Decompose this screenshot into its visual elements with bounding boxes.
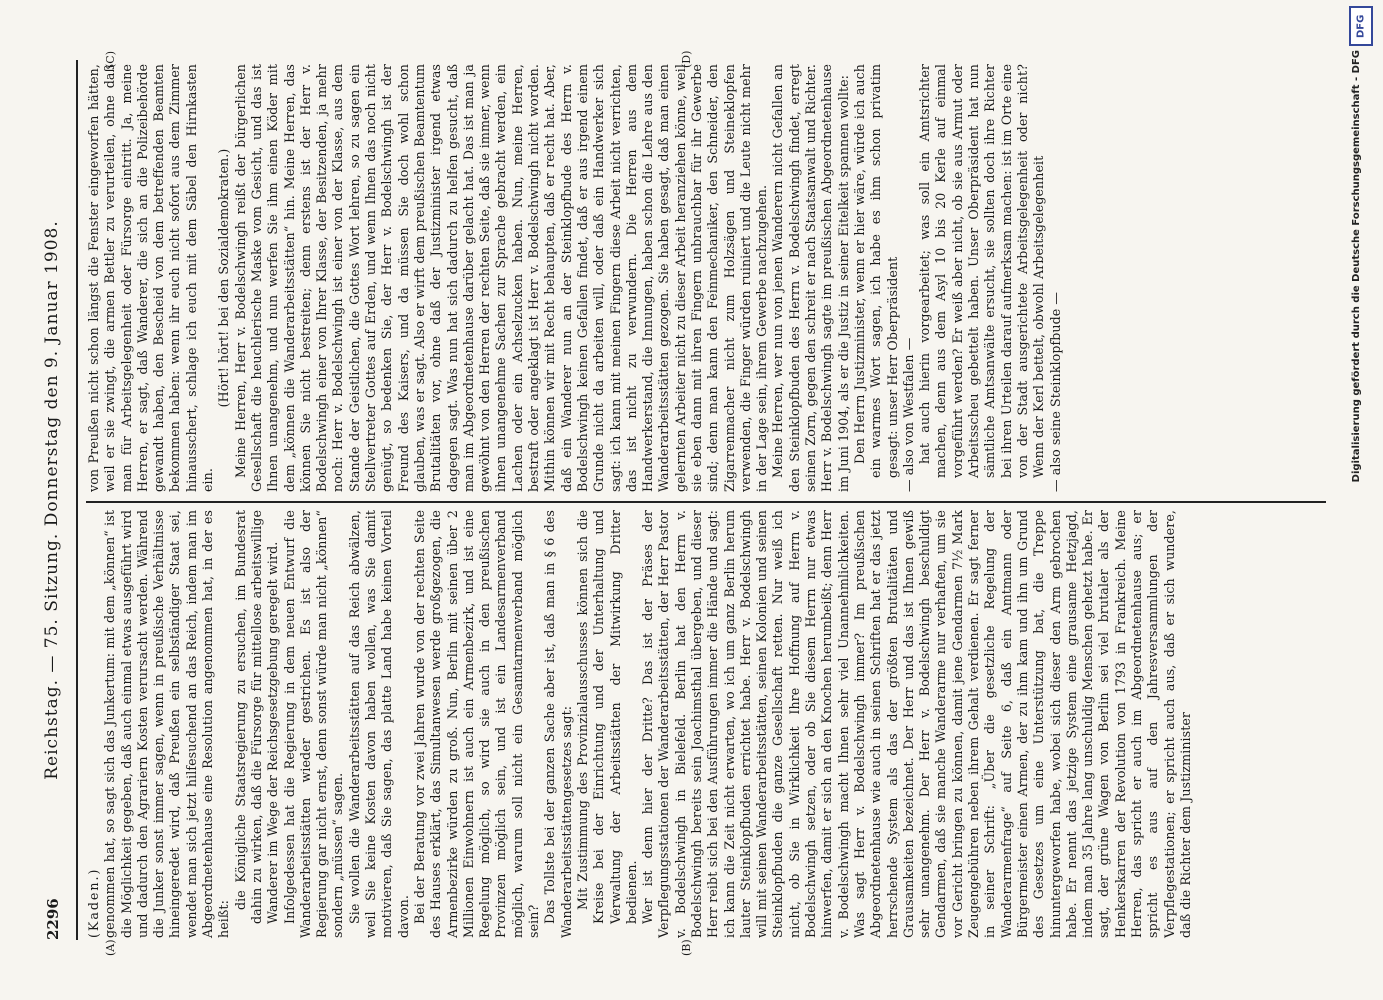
margin-mark-d: (D) [680,50,693,68]
paragraph: von Preußen nicht schon längst die Fenster eingeworfen hätten, weil er sie zwingt, die armen Bettler zu verurteilen, ohne daß man für Arbeitsgelegenheit oder Fürsorge eintritt. Ja, meine Herren, er sagt, daß Wanderer, die sich an die Polizeibehörde gewandt haben, den Bescheid von dem betreffenden Beamten bekommen haben: wenn ihr euch nicht sofort aus dem Zimmer hinausschert, schlage ich euch mit dem Säbel den Hirnkasten ein. [86,64,216,492]
paragraph: Wer ist denn hier der Dritte? Das ist der Präses der Verpflegungsstationen der Wanderarbeitsstätten, der Herr Pastor v. Bodelschwingh in Bielefeld. Berlin hat den Herrn v. Bodelschwingh bereits sein Joachimsthal übergeben, und dieser Herr reibt sich bei den Ausführungen immer die Hände und sagt: ich kann die Zeit nicht erwarten, wo ich um ganz Berlin herum lauter Steinklopfbuden errichtet habe. Herr v. Bodelschwingh will mit seinen Wanderarbeitsstätten, seinen Kolonien und seinen Steinklopfbuden die ganze Gesellschaft retten. Nur weiß ich nicht, ob Sie in Wirklichkeit Ihre Hoffnung auf Herrn v. Bodelschwingh setzen, oder ob Sie diesem Herrn nur etwas hinwerfen, damit er sich an den Knochen herumbeißt; denn Herr v. Bodelschwingh macht Ihnen sehr viel Unannehmlichkeiten. Was sagt Herr v. Bodelschwingh immer? Im preußischen Abgeordnetenhause wie auch in seinen Schriften hat er das jetzt herrschende System als das der größten Brutalitäten und Grausamkeiten bezeichnet. Der Herr und das ist Ihnen gewiß sehr unangenehm. Der Herr v. Bodelschwingh beschuldigt Gendarmen, daß sie manche Wanderarme nur verhaften, um sie vor Gericht bringen zu können, damit jene Gendarmen 7½ Mark Zeugengebühren neben ihrem Gehalt verdienen. Er sagt ferner in seiner Schrift: „Über die gesetzliche Regelung der Wanderarmenfrage“ auf Seite 6, daß ein Amtmann oder Bürgermeister einen Armen, der zu ihm kam und ihn um Grund des Gesetzes um eine Unterstützung bat, die Treppe hinuntergeworfen habe, wobei sich dieser den Arm gebrochen habe. Er nennt das jetzige System eine grausame Hetzjagd, indem man 35 Jahre lang unschuldig Menschen gehetzt habe. Er sagt, der grüne Wagen von Berlin sei viel brutaler als der Henkerskarren der Revolution von 1793 in Frankreich. Meine Herren, das spricht er auch im Abgeordnetenhause aus; er spricht es aus auf den Jahresversammlungen der Verpflegestationen; er spricht auch aus, daß er sich wundere, daß die Richter dem Justizminister [640,510,1193,938]
dfg-logo [1349,6,1373,46]
paragraph: Meine Herren, Herr v. Bodelschwingh reißt der bürgerlichen Gesellschaft die heuchlerische Maske vom Gesicht, und das ist Ihnen unangenehm, und nun werfen Sie ihm einen Köder mit dem „können die Wanderarbeitsstätten“ hin. Meine Herren, das können Sie nicht bestreiten; denn erstens ist der Herr v. Bodelschwingh einer von Ihrer Klasse, der Besitzenden, ja mehr noch: Herr v. Bodelschwingh ist einer von der Klasse, aus dem Stande der Geistlichen, die Gottes Wort lehren, so zu sagen ein Stellvertreter Gottes auf Erden, und wenn Ihnen das noch nicht genügt, so bedenken Sie, der Herr v. Bodelschwingh ist der Freund des Kaisers, und da müssen Sie doch wohl schon glauben, was er sagt. Also er wirft dem preußischen Beamtentum Brutalitäten vor, ohne daß der Justizminister irgend etwas dagegen sagt. Was nun hat sich dadurch zu helfen gesucht, daß man im Abgeordnetenhause darüber gelacht hat. Das ist man ja gewöhnt von den Herren der rechten Seite, daß sie immer, wenn ihnen unangenehme Sachen zur Sprache gebracht werden, ein Lachen oder ein Achselzucken haben. Nun, meine Herren, bestraft oder angeklagt ist Herr v. Bodelschwingh nicht worden. Mithin können wir mit Recht behaupten, daß er recht hat. Aber, daß ein Wanderer nun an der Steinklopfbude des Herrn v. Bodelschwingh keinen Gefallen findet, daß er aus irgend einem Grunde nicht da arbeiten will, oder daß ein Handwerker sich sagt: ich kann mit meinen Fingern diese Arbeit nicht verrichten, das ist nicht zu verwundern. Die Herren aus dem Handwerkerstand, die Innungen, haben schon die Lehre aus den Wanderarbeitsstätten gezogen. Sie haben gesagt, daß man einen gelernten Arbeiter nicht zu dieser Arbeit heranziehen könne, weil sie eben dann mit ihren Fingern unbrauchbar für ihr Gewerbe sind; denn man kann den Feinmechaniker, den Schneider, den Zigarrenmacher nicht zum Holzsägen und Steineklopfen verwenden, die Finger würden ruiniert und die Leute nicht mehr in der Lage sein, ihrem Gewerbe nachzugehen. [232,64,770,492]
quote: die Königliche Staatsregierung zu ersuchen, im Bundesrat dahin zu wirken, daß die Fürsorge für mittellose arbeitswillige Wanderer im Wege der Reichsgesetzgebung geregelt wird. [232,510,281,924]
page-header [40,60,70,940]
digitization-sidebar [1341,0,1377,1000]
paragraph: Infolgedessen hat die Regierung in dem neuen Entwurf die Wanderarbeitsstätten wieder gestrichen. Es ist also der Regierung gar nicht ernst, denn sonst würde man nicht „können“ sondern „müssen“ sagen. [281,510,346,938]
quote: hat auch hierin vorgearbeitet; was soll ein Amtsrichter machen, denn aus dem Asyl 10 bis 20 Kerle auf einmal vorgeführt werden? Er weiß aber nicht, ob sie aus Armut oder Arbeitsscheu gebettelt haben. Unser Oberpräsident hat nun sämtliche Amtsanwälte ersucht, sie sollten doch ihre Richter bei ihren Urteilen darauf aufmerksam machen: ist im Orte eine von der Stadt ausgerichtete Arbeitsgelegenheit oder nicht? Wenn der Kerl bettelt, obwohl Arbeitsgelegenheit [917,64,1047,478]
column-divider [86,502,1326,504]
margin-mark-c: (C) [104,51,117,68]
speaker-tag: (Kaden.) [86,867,101,938]
aside: — also seine Steinklopfbude — [1047,291,1063,492]
paragraph: Sie wollen die Wanderarbeitsstätten auf das Reich abwälzen, weil Sie keine Kosten davon haben wollen, was Sie damit motivieren, daß Sie sagen, das platte Land habe keinen Vorteil davon. [346,510,411,938]
paragraph: Bei der Beratung vor zwei Jahren wurde von der rechten Seite des Hauses erklärt, das Simultanwesen werde großgezogen, die Armenbezirke würden zu groß. Nun, Berlin mit seinen über 2 Millionen Einwohnern ist auch ein Armenbezirk, und ist eine Regelung möglich, so wird sie auch in den preußischen Provinzen möglich sein, und ist ein Landesarmenverband möglich, warum soll nicht ein Gesamtarmenverband möglich sein? [411,510,542,938]
paragraph: genommen hat, so sagt sich das Junkertum: mit dem „können“ ist die Möglichkeit gegeben, daß auch einmal etwas ausgeführt wird und dadurch den Agrariern Kosten verursacht werden. Während die Junker sonst immer sagen, wenn in preußische Verhältnisse hineingeredet wird, daß Preußen ein selbständiger Staat sei, wendet man sich jetzt hilfesuchend an das Reich, indem man im Abgeordnetenhause eine Resolution angenommen hat, in der es heißt: [102,510,232,938]
page-number: 2296 [44,898,62,940]
page-title: Reichstag. — 75. Sitzung. Donnerstag den 9. Januar 1908. [42,220,62,780]
left-column [86,510,1194,938]
interjection: (Hört! hört! bei den Sozialdemokraten.) [216,148,232,408]
header-rule [76,60,78,940]
quote: Den Herrn Justizminister, wenn er hier wäre, würde ich auch ein warmes Wort sagen, ich habe es ihm schon privatim gesagt: unser Herr Oberpräsident [851,64,900,478]
margin-mark-b: (B) [680,939,693,956]
right-column [86,64,1064,492]
paragraph: Meine Herren, wer nun von jenen Wanderern nicht Gefallen an den Steinklopfbuden des Herrn v. Bodelschwingh findet, erregt seinen Zorn, gegen den schreit er nach Staatsanwalt und Richter. Herr v. Bodelschwingh sagte im preußischen Abgeordnetenhause im Juni 1904, als er die Justiz in seiner Eitelkeit spannen wollte: [770,64,851,492]
margin-mark-a: (A) [104,939,117,956]
paragraph: Das Tollste bei der ganzen Sache aber ist, daß man in § 6 des Wanderarbeitsstättengesetzes sagt: [542,510,574,938]
quote: Mit Zustimmung des Provinzialausschusses können sich die Kreise bei der Einrichtung und der Unterhaltung und Verwaltung der Arbeitsstätten der Mitwirkung Dritter bedienen. [574,510,639,924]
digitization-caption: Digitalisierung gefördert durch die Deutsche Forschungsgemeinschaft - DFG [1351,50,1362,483]
dfg-logo-text: DFG [1355,14,1367,38]
aside: — also von Westfalen — [900,337,916,492]
